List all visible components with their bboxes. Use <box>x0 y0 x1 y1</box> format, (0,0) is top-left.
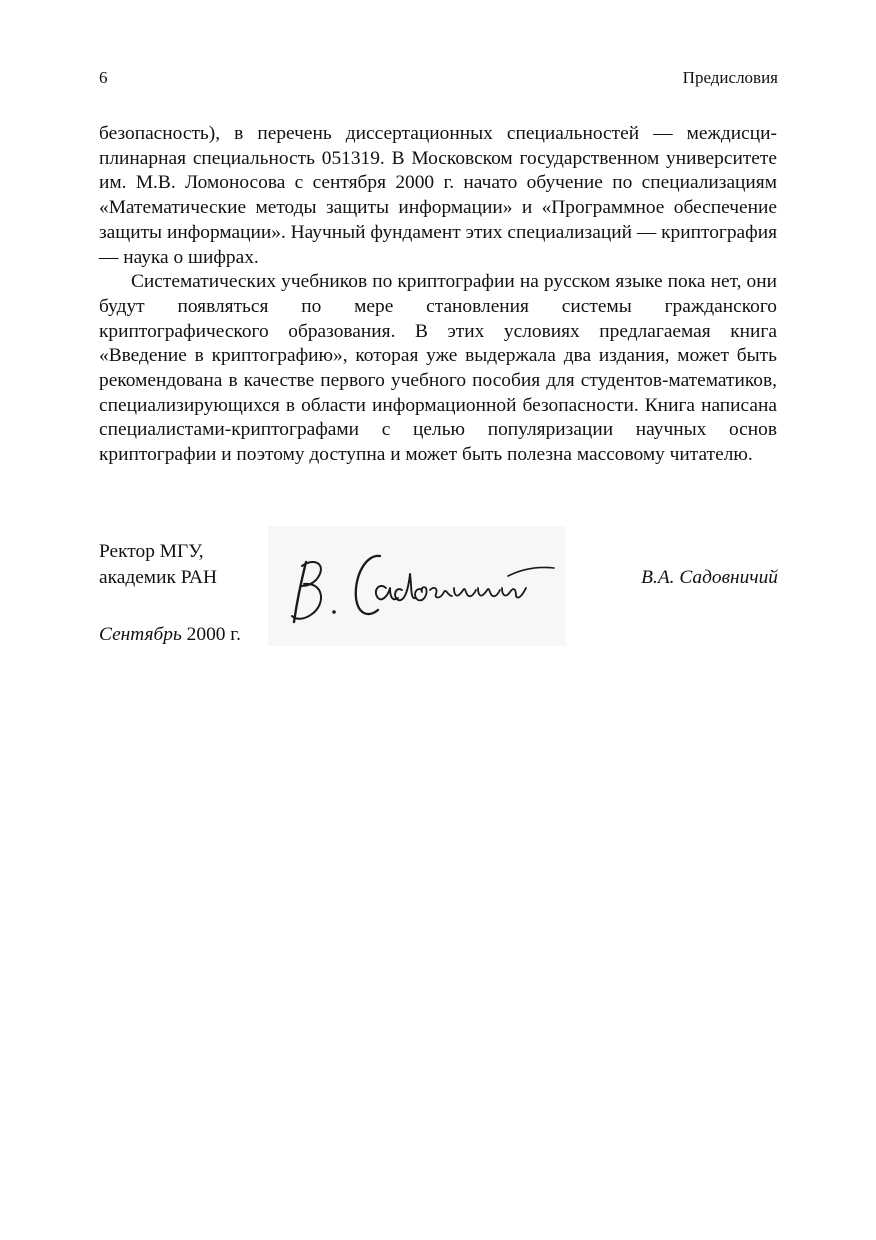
page-number: 6 <box>99 68 108 87</box>
running-header: Предисловия <box>682 68 778 87</box>
signature-date <box>99 623 241 647</box>
signatory-name: В.А. Садовничий <box>641 567 778 588</box>
body-text <box>99 122 777 468</box>
paragraph: Систематических учебников по криптографии на русском языке пока нет, они будут появляться по мере становления системы гражданского криптографического образования. В этих условиях предлагаемая книга «Введение в криптографию», которая уже выдержала два издания, может быть рекомендована в качестве первого учебного пособия для студентов-математиков, специализирующихся в области информационной безопасности. Книга написана специалистами-криптографами с целью популяризации научных основ криптографии и поэтому доступна и может быть полезна массовому читателю. <box>99 271 777 466</box>
handwritten-signature <box>268 526 566 646</box>
signature-date-month: Сентябрь <box>99 624 182 645</box>
signatory-rank: академик РАН <box>99 567 218 588</box>
signature-date-year: 2000 г. <box>181 624 241 645</box>
signatory-title: Ректор МГУ, <box>99 541 204 562</box>
paragraph: безопасность), в перечень диссертационных специальностей — междисциплинарная специальность 051319. В Московском государственном университете им. М.В. Ломоносова с сентября 2000 г. начато обучение по специализациям «Математические методы защиты информации» и «Программное обеспечение защиты информации». Научный фундамент этих специализаций — криптография — наука о шифрах. <box>99 123 777 268</box>
